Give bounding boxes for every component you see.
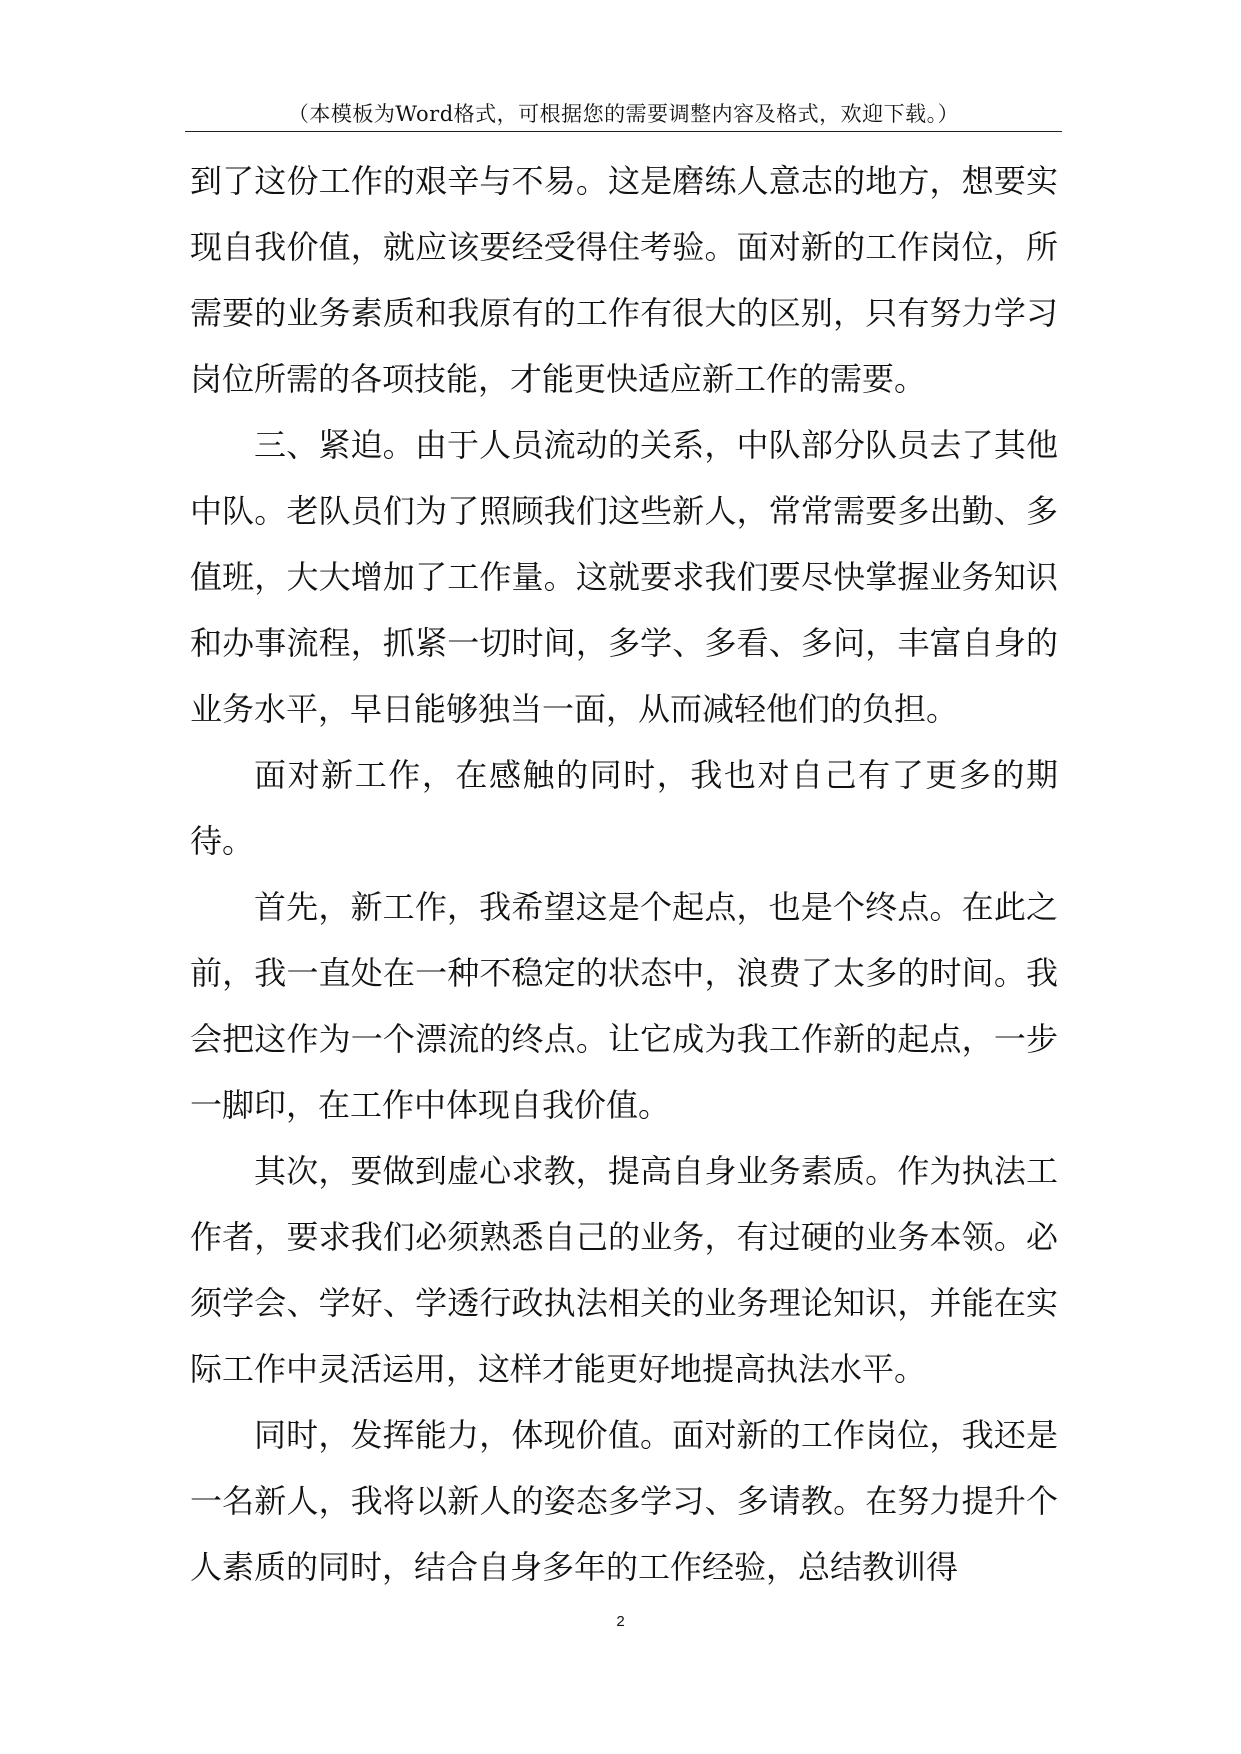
- header-note: （本模板为Word格式，可根据您的需要调整内容及格式，欢迎下载。）: [287, 102, 960, 126]
- paragraph-expectation: 面对新工作，在感触的同时，我也对自己有了更多的期待。: [190, 756, 1058, 860]
- paragraph-meanwhile: 同时，发挥能力，体现价值。面对新的工作岗位，我还是一名新人，我将以新人的姿态多学习、多请教。在努力提升个人素质的同时，结合自身多年的工作经验，总结教训得: [190, 1416, 1058, 1586]
- document-body: [190, 148, 1058, 1600]
- paragraph-urgency: 三、紧迫。由于人员流动的关系，中队部分队员去了其他中队。老队员们为了照顾我们这些新人，常常需要多出勤、多值班，大大增加了工作量。这就要求我们要尽快掌握业务知识和办事流程，抓紧一切时间，多学、多看、多问，丰富自身的业务水平，早日能够独当一面，从而减轻他们的负担。: [190, 426, 1058, 728]
- paragraph-second: 其次，要做到虚心求教，提高自身业务素质。作为执法工作者，要求我们必须熟悉自己的业务，有过硬的业务本领。必须学会、学好、学透行政执法相关的业务理论知识，并能在实际工作中灵活运用，这样才能更好地提高执法水平。: [190, 1152, 1058, 1388]
- page-number: 2: [616, 1613, 625, 1630]
- paragraph-continuation: 到了这份工作的艰辛与不易。这是磨练人意志的地方，想要实现自我价值，就应该要经受得住考验。面对新的工作岗位，所需要的业务素质和我原有的工作有很大的区别，只有努力学习岗位所需的各项技能，才能更快适应新工作的需要。: [190, 162, 1058, 398]
- header-divider: [185, 131, 1062, 132]
- paragraph-first: 首先，新工作，我希望这是个起点，也是个终点。在此之前，我一直处在一种不稳定的状态中，浪费了太多的时间。我会把这作为一个漂流的终点。让它成为我工作新的起点，一步一脚印，在工作中体现自我价值。: [190, 888, 1058, 1124]
